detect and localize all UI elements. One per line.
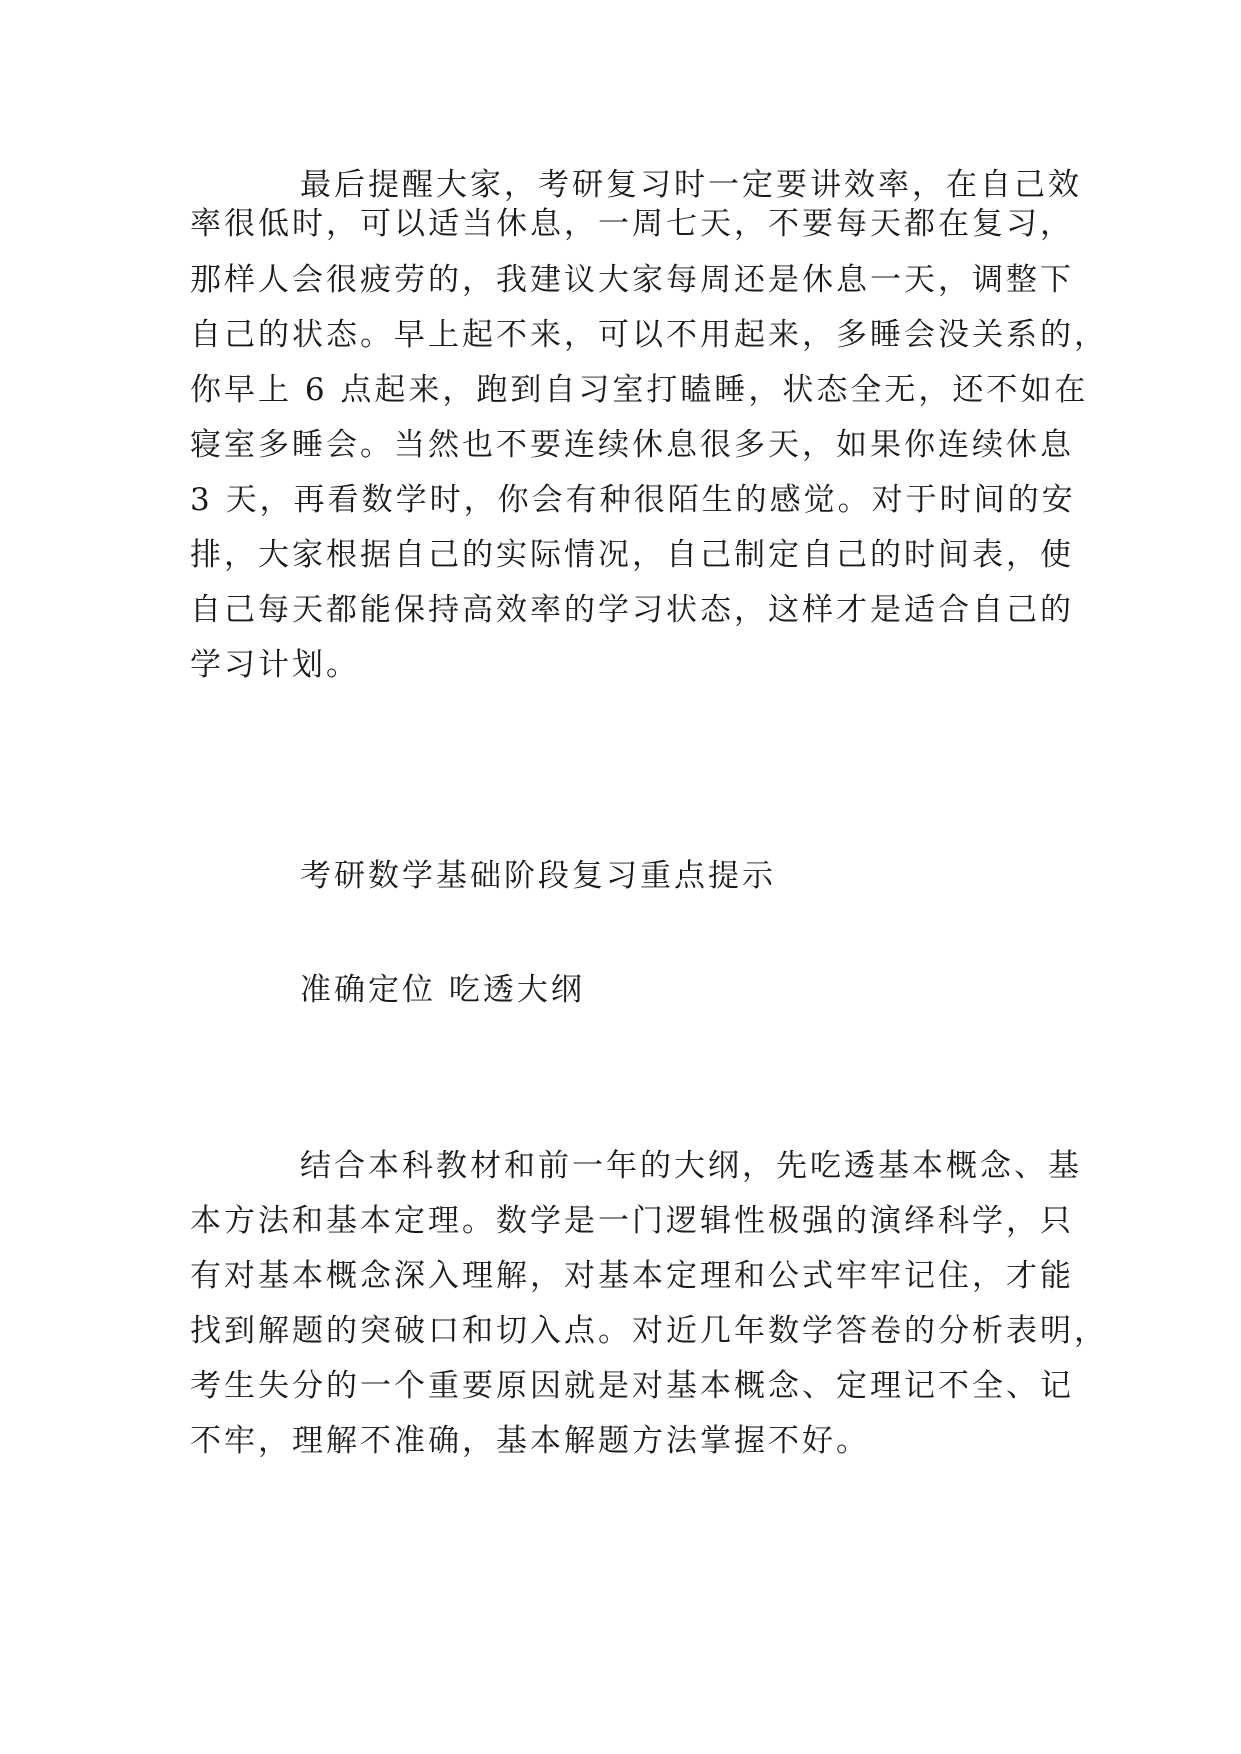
paragraph-line: 自己的状态。早上起不来，可以不用起来，多睡会没关系的，: [190, 317, 1108, 353]
paragraph-line: 3 天，再看数学时，你会有种很陌生的感觉。对于时间的安: [190, 482, 1076, 518]
section-title: 考研数学基础阶段复习重点提示: [300, 858, 776, 894]
paragraph-line: 不牢，理解不准确，基本解题方法掌握不好。: [190, 1423, 870, 1459]
paragraph-line: 考生失分的一个重要原因就是对基本概念、定理记不全、记: [190, 1368, 1074, 1404]
paragraph-line: 结合本科教材和前一年的大纲，先吃透基本概念、基: [300, 1148, 1082, 1184]
paragraph-line: 有对基本概念深入理解，对基本定理和公式牢牢记住，才能: [190, 1258, 1074, 1294]
paragraph-line: 排，大家根据自己的实际情况，自己制定自己的时间表，使: [190, 537, 1074, 573]
paragraph-line: 最后提醒大家，考研复习时一定要讲效率，在自己效: [300, 167, 1082, 203]
paragraph-line: 你早上 6 点起来，跑到自习室打瞌睡，状态全无，还不如在: [190, 372, 1089, 408]
subtitle: 准确定位 吃透大纲: [300, 972, 585, 1008]
paragraph-line: 率很低时，可以适当休息，一周七天，不要每天都在复习，: [190, 206, 1074, 242]
paragraph-line: 那样人会很疲劳的，我建议大家每周还是休息一天，调整下: [190, 262, 1074, 298]
paragraph-line: 寝室多睡会。当然也不要连续休息很多天，如果你连续休息: [190, 427, 1074, 463]
paragraph-line: 本方法和基本定理。数学是一门逻辑性极强的演绎科学，只: [190, 1203, 1074, 1239]
paragraph-line: 学习计划。: [190, 647, 360, 683]
paragraph-line: 自己每天都能保持高效率的学习状态，这样才是适合自己的: [190, 592, 1074, 628]
paragraph-line: 找到解题的突破口和切入点。对近几年数学答卷的分析表明，: [190, 1313, 1108, 1349]
